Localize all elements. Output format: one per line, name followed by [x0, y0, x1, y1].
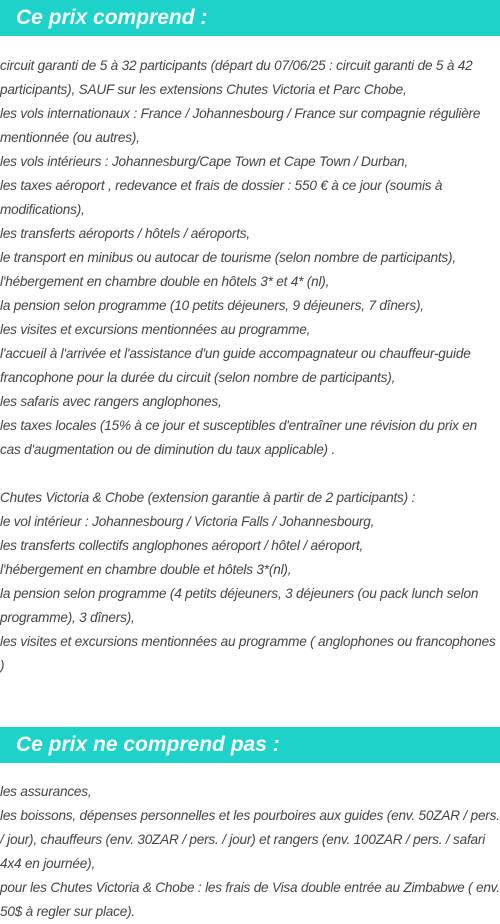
included-item: les taxes locales (15% à ce jour et susceptibles d'entraîner une révision du prix en cas d'augmentation ou de diminution du taux applicable) . — [0, 418, 477, 457]
included-item: les vols internationaux : France / Johannesbourg / France sur compagnie régulière mentionnée (ou autres), — [0, 106, 481, 145]
included-item: les taxes aéroport , redevance et frais de dossier : 550 € à ce jour (soumis à modifications), — [0, 178, 443, 217]
included-item: l'hébergement en chambre double en hôtels 3* et 4* (nl), — [0, 274, 330, 289]
included-item: circuit garanti de 5 à 32 participants (départ du 07/06/25 : circuit garanti de 5 à 42 participants), SAUF sur les extensions Chutes Victoria et Parc Chobe, — [0, 58, 473, 97]
included-item: l'accueil à l'arrivée et l'assistance d'un guide accompagnateur ou chauffeur-guide francophone pour la durée du circuit (selon nombre de participants), — [0, 346, 471, 385]
excluded-section-banner — [0, 727, 500, 763]
included-item: les transferts aéroports / hôtels / aéroports, — [0, 226, 250, 241]
included-item: le transport en minibus ou autocar de tourisme (selon nombre de participants), — [0, 250, 456, 265]
excluded-section-title: Ce prix ne comprend pas : — [16, 733, 280, 756]
extension-list — [0, 486, 500, 678]
extension-item: l'hébergement en chambre double et hôtels 3*(nl), — [0, 562, 292, 577]
included-item: les visites et excursions mentionnées au programme, — [0, 322, 311, 337]
included-section-banner — [0, 0, 500, 36]
included-item: les vols intérieurs : Johannesburg/Cape Town et Cape Town / Durban, — [0, 154, 408, 169]
extension-item: les transferts collectifs anglophones aéroport / hôtel / aéroport, — [0, 538, 364, 553]
extension-item: le vol intérieur : Johannesbourg / Victoria Falls / Johannesbourg, — [0, 514, 375, 529]
excluded-item: pour les Chutes Victoria & Chobe : les frais de Visa double entrée au Zimbabwe ( env. 50$ à regler sur place). — [0, 880, 500, 919]
excluded-item: les boissons, dépenses personnelles et les pourboires aux guides (env. 50ZAR / pers. / jour), chauffeurs (env. 30ZAR / pers. / jour) et rangers (env. 100ZAR / pers. / safari 4x4 en journée), — [0, 808, 500, 871]
excluded-list — [0, 780, 500, 924]
included-item: la pension selon programme (10 petits déjeuners, 9 déjeuners, 7 dîners), — [0, 298, 424, 313]
extension-item: la pension selon programme (4 petits déjeuners, 3 déjeuners (ou pack lunch selon programme), 3 dîners), — [0, 586, 479, 625]
extension-heading: Chutes Victoria & Chobe (extension garantie à partir de 2 participants) : — [0, 490, 416, 505]
included-item: les safaris avec rangers anglophones, — [0, 394, 222, 409]
included-list — [0, 54, 500, 462]
extension-item: les visites et excursions mentionnées au programme ( anglophones ou francophones ) — [0, 634, 496, 673]
included-section-title: Ce prix comprend : — [16, 6, 208, 29]
excluded-item: les assurances, — [0, 784, 92, 799]
